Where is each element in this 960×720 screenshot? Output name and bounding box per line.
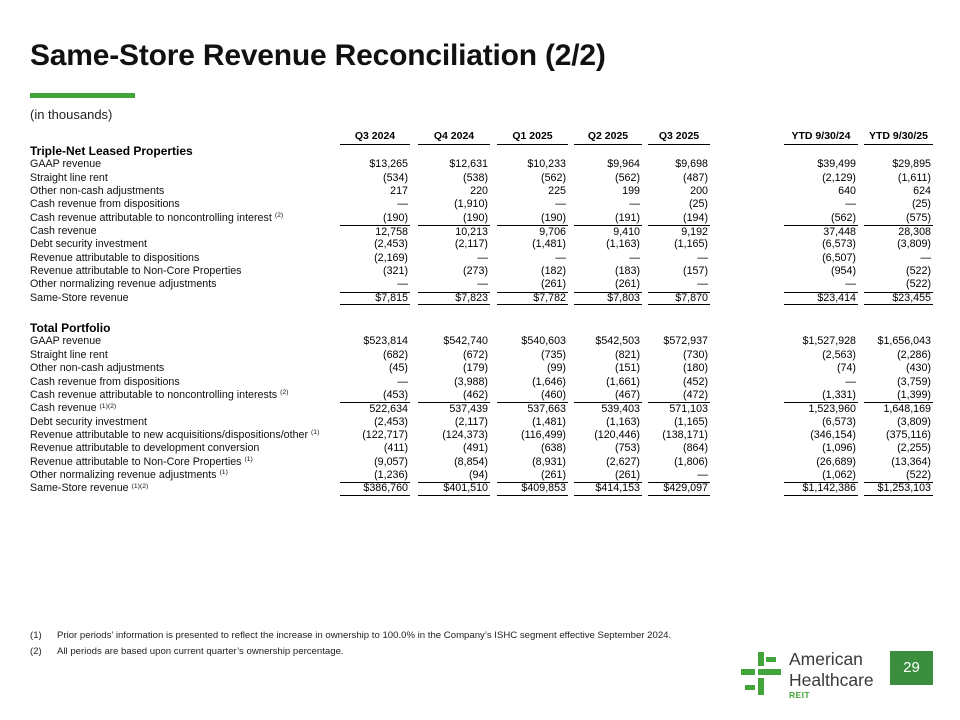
- row-label-text: Straight line rent: [30, 348, 108, 361]
- table-row: [0, 416, 960, 429]
- row-label-text: Other non-cash adjustments: [30, 362, 165, 375]
- value-cell: (138,171): [662, 428, 708, 441]
- value-cell: (2,117): [454, 415, 488, 428]
- value-cell: (753): [615, 442, 640, 455]
- table-row: [0, 402, 960, 415]
- value-cell: (472): [683, 388, 708, 401]
- table-row: [0, 362, 960, 375]
- table-row: [0, 198, 960, 211]
- value-cell: (3,809): [897, 415, 931, 428]
- row-label-text: GAAP revenue: [30, 158, 102, 171]
- value-cell: —: [845, 198, 856, 211]
- value-cell: $1,656,043: [877, 335, 931, 348]
- row-label: [30, 402, 116, 415]
- row-label: [30, 429, 319, 442]
- value-cell: (522): [906, 468, 931, 481]
- row-label-text: Cash revenue attributable to noncontrolling interests: [30, 388, 278, 401]
- logo-cross-segment: [758, 669, 781, 675]
- value-cell: (190): [383, 211, 408, 224]
- table-row: [0, 442, 960, 455]
- footnote-reference: (2): [280, 389, 289, 397]
- section-heading-row: [0, 145, 960, 158]
- value-cell: $13,265: [369, 158, 408, 171]
- reconciliation-table: [0, 129, 960, 496]
- value-cell: —: [845, 375, 856, 388]
- table-row: [0, 185, 960, 198]
- row-label-text: Revenue attributable to Non-Core Properties: [30, 455, 242, 468]
- value-cell: (462): [463, 388, 488, 401]
- value-cell: (122,717): [362, 428, 408, 441]
- value-cell: (453): [383, 388, 408, 401]
- row-label: [30, 238, 147, 251]
- value-cell: $542,503: [595, 335, 640, 348]
- value-cell: (321): [383, 265, 408, 278]
- footnote: [30, 628, 890, 644]
- value-cell: $12,631: [449, 158, 488, 171]
- value-cell: —: [555, 251, 566, 264]
- value-cell: $1,253,103: [864, 482, 933, 495]
- footnote-reference: (1)(2): [99, 402, 117, 410]
- value-cell: (638): [541, 442, 566, 455]
- value-cell: (261): [541, 468, 566, 481]
- value-cell: $386,760: [340, 482, 410, 495]
- value-cell: (2,255): [897, 442, 931, 455]
- value-cell: 9,410: [574, 225, 642, 238]
- footnote-text: All periods are based upon current quarter’s ownership percentage.: [57, 646, 344, 657]
- row-label: [30, 469, 228, 482]
- value-cell: (6,573): [822, 415, 856, 428]
- value-cell: 624: [913, 185, 931, 198]
- row-label-text: Cash revenue from dispositions: [30, 375, 180, 388]
- column-header: Q3 2024: [340, 129, 410, 145]
- value-cell: (1,646): [532, 375, 566, 388]
- table-row: [0, 252, 960, 265]
- page-number: 29: [890, 651, 933, 685]
- value-cell: (1,661): [606, 375, 640, 388]
- row-label-text: Debt security investment: [30, 415, 148, 428]
- row-label-text: Cash revenue attributable to noncontrolling interest: [30, 211, 272, 224]
- value-cell: $414,153: [574, 482, 642, 495]
- value-cell: (6,573): [822, 238, 856, 251]
- row-label: [30, 416, 147, 429]
- footnote-reference: (1): [244, 456, 253, 464]
- row-label-text: Other non-cash adjustments: [30, 185, 165, 198]
- value-cell: (180): [683, 362, 708, 375]
- column-header: YTD 9/30/24: [784, 129, 858, 145]
- value-cell: (8,931): [532, 455, 566, 468]
- value-cell: $7,782: [497, 292, 568, 305]
- value-cell: $1,142,386: [784, 482, 858, 495]
- value-cell: (3,759): [897, 375, 931, 388]
- footnote-reference: (1): [219, 469, 228, 477]
- table-section: [0, 145, 960, 305]
- value-cell: $429,097: [648, 482, 710, 495]
- row-label: [30, 158, 101, 171]
- row-label-text: Straight line rent: [30, 171, 108, 184]
- value-cell: (672): [463, 348, 488, 361]
- value-cell: (190): [463, 211, 488, 224]
- value-cell: (562): [541, 171, 566, 184]
- value-cell: (25): [911, 198, 931, 211]
- value-cell: (2,117): [454, 238, 488, 251]
- table-row: [0, 172, 960, 185]
- footnote-reference: (2): [274, 212, 284, 220]
- row-label-text: Debt security investment: [30, 238, 148, 251]
- value-cell: $9,964: [607, 158, 640, 171]
- row-label-text: GAAP revenue: [30, 335, 102, 348]
- value-cell: (2,129): [822, 171, 856, 184]
- value-cell: (375,116): [886, 428, 931, 441]
- value-cell: (562): [831, 211, 856, 224]
- value-cell: 225: [548, 185, 566, 198]
- value-cell: (26,689): [816, 455, 856, 468]
- value-cell: $7,870: [648, 292, 710, 305]
- value-cell: (2,453): [374, 415, 408, 428]
- value-cell: $39,499: [817, 158, 856, 171]
- value-cell: —: [397, 198, 408, 211]
- value-cell: 220: [470, 185, 488, 198]
- value-cell: —: [920, 251, 931, 264]
- value-cell: 10,213: [418, 225, 490, 238]
- row-label-text: Same-Store revenue: [30, 291, 129, 304]
- table-row: [0, 335, 960, 348]
- column-header: Q2 2025: [574, 129, 642, 145]
- value-cell: (9,057): [374, 455, 408, 468]
- value-cell: —: [629, 198, 640, 211]
- value-cell: —: [477, 251, 488, 264]
- logo-cross-segment: [745, 685, 755, 690]
- value-cell: 522,634: [340, 402, 410, 415]
- value-cell: (261): [615, 278, 640, 291]
- value-cell: (2,169): [374, 251, 408, 264]
- value-cell: 537,439: [418, 402, 490, 415]
- row-label-text: Same-Store revenue: [30, 482, 129, 495]
- value-cell: 200: [690, 185, 708, 198]
- row-label-text: Cash revenue: [30, 402, 97, 415]
- table-row: [0, 389, 960, 402]
- value-cell: —: [697, 468, 708, 481]
- value-cell: (8,854): [454, 455, 488, 468]
- value-cell: (273): [463, 265, 488, 278]
- row-label-text: Other normalizing revenue adjustments: [30, 278, 217, 291]
- row-label: [30, 198, 180, 211]
- value-cell: (562): [615, 171, 640, 184]
- value-cell: (1,910): [454, 198, 488, 211]
- value-cell: (575): [906, 211, 931, 224]
- value-cell: (2,563): [822, 348, 856, 361]
- row-label: [30, 389, 288, 402]
- value-cell: (99): [546, 362, 566, 375]
- logo-cross-segment: [758, 652, 764, 666]
- value-cell: (3,809): [897, 238, 931, 251]
- value-cell: (261): [615, 468, 640, 481]
- table-row: [0, 456, 960, 469]
- value-cell: (1,806): [674, 455, 708, 468]
- value-cell: (682): [383, 348, 408, 361]
- value-cell: (411): [383, 442, 408, 455]
- cross-icon: [741, 652, 781, 695]
- value-cell: (460): [541, 388, 566, 401]
- value-cell: 28,308: [864, 225, 933, 238]
- column-header: Q3 2025: [648, 129, 710, 145]
- value-cell: (487): [683, 171, 708, 184]
- table-row: [0, 238, 960, 251]
- value-cell: (182): [541, 265, 566, 278]
- value-cell: (954): [831, 265, 856, 278]
- table-body: [0, 145, 960, 496]
- table-header-row: [0, 129, 960, 145]
- column-header: YTD 9/30/25: [864, 129, 933, 145]
- footnote-reference: (1): [311, 429, 320, 437]
- value-cell: 12,758: [340, 225, 410, 238]
- value-cell: $7,803: [574, 292, 642, 305]
- row-label-text: Cash revenue: [30, 225, 97, 238]
- value-cell: $409,853: [497, 482, 568, 495]
- row-label-text: Revenue attributable to development conversion: [30, 442, 260, 455]
- value-cell: (821): [615, 348, 640, 361]
- table-row: [0, 278, 960, 291]
- row-label: [30, 252, 199, 265]
- value-cell: (94): [468, 468, 488, 481]
- table-row: [0, 376, 960, 389]
- value-cell: —: [555, 198, 566, 211]
- logo-cross-segment: [758, 678, 764, 695]
- value-cell: (430): [906, 362, 931, 375]
- value-cell: (2,286): [897, 348, 931, 361]
- logo-cross-segment: [766, 657, 776, 662]
- row-label: [30, 212, 283, 225]
- footnote-marker: (1): [30, 630, 42, 641]
- value-cell: 37,448: [784, 225, 858, 238]
- value-cell: —: [477, 278, 488, 291]
- value-cell: (190): [541, 211, 566, 224]
- value-cell: (467): [615, 388, 640, 401]
- table-row: [0, 349, 960, 362]
- value-cell: —: [697, 278, 708, 291]
- logo-text-american: American: [789, 649, 863, 669]
- value-cell: 640: [838, 185, 856, 198]
- section-heading: Total Portfolio: [30, 321, 111, 336]
- value-cell: 571,103: [648, 402, 710, 415]
- value-cell: (1,062): [822, 468, 856, 481]
- value-cell: (522): [906, 265, 931, 278]
- value-cell: (1,481): [532, 415, 566, 428]
- value-cell: (346,154): [810, 428, 856, 441]
- value-cell: 1,648,169: [864, 402, 933, 415]
- column-header: Q1 2025: [497, 129, 568, 145]
- value-cell: 1,523,960: [784, 402, 858, 415]
- value-cell: (1,236): [374, 468, 408, 481]
- value-cell: $523,814: [363, 335, 408, 348]
- value-cell: 539,403: [574, 402, 642, 415]
- value-cell: $29,895: [892, 158, 931, 171]
- row-label: [30, 292, 129, 305]
- section-heading-row: [0, 322, 960, 335]
- value-cell: —: [397, 375, 408, 388]
- value-cell: —: [397, 278, 408, 291]
- value-cell: —: [629, 251, 640, 264]
- value-cell: (730): [683, 348, 708, 361]
- section-heading: Triple-Net Leased Properties: [30, 144, 193, 158]
- value-cell: (116,499): [521, 428, 566, 441]
- value-cell: (1,096): [822, 442, 856, 455]
- row-label-text: Revenue attributable to Non-Core Properties: [30, 265, 242, 278]
- value-cell: (183): [615, 265, 640, 278]
- slide-title: Same-Store Revenue Reconciliation (2/2): [30, 39, 606, 72]
- table-row: [0, 158, 960, 171]
- value-cell: (491): [463, 442, 488, 455]
- units-note: (in thousands): [30, 107, 113, 122]
- value-cell: (194): [683, 211, 708, 224]
- row-label: [30, 185, 164, 198]
- value-cell: 9,192: [648, 225, 710, 238]
- value-cell: (1,399): [897, 388, 931, 401]
- row-label: [30, 265, 242, 278]
- value-cell: (261): [541, 278, 566, 291]
- table-row: [0, 482, 960, 495]
- value-cell: (13,364): [891, 455, 931, 468]
- value-cell: (1,163): [606, 415, 640, 428]
- value-cell: (157): [683, 265, 708, 278]
- row-label: [30, 482, 148, 495]
- value-cell: $10,233: [527, 158, 566, 171]
- value-cell: (191): [615, 211, 640, 224]
- column-header: Q4 2024: [418, 129, 490, 145]
- value-cell: (179): [463, 362, 488, 375]
- footnote-marker: (2): [30, 646, 42, 657]
- logo-cross-segment: [741, 669, 755, 675]
- value-cell: $7,815: [340, 292, 410, 305]
- row-label: [30, 442, 259, 455]
- row-label: [30, 362, 164, 375]
- table-row: [0, 265, 960, 278]
- value-cell: (1,331): [822, 388, 856, 401]
- value-cell: (452): [683, 375, 708, 388]
- row-label-text: Revenue attributable to new acquisitions/dispositions/other: [30, 428, 309, 441]
- value-cell: (735): [541, 348, 566, 361]
- value-cell: (1,611): [897, 171, 931, 184]
- value-cell: $1,527,928: [802, 335, 856, 348]
- value-cell: (3,988): [454, 375, 488, 388]
- row-label: [30, 278, 217, 291]
- table-section: [0, 322, 960, 495]
- row-label: [30, 225, 97, 238]
- value-cell: 217: [390, 185, 408, 198]
- value-cell: (74): [836, 362, 856, 375]
- value-cell: $540,603: [521, 335, 566, 348]
- value-cell: $23,414: [784, 292, 858, 305]
- value-cell: $542,740: [443, 335, 488, 348]
- row-label: [30, 376, 180, 389]
- row-label-text: Other normalizing revenue adjustments: [30, 468, 217, 481]
- row-label: [30, 172, 108, 185]
- row-label: [30, 456, 253, 469]
- value-cell: (538): [463, 171, 488, 184]
- footnote-text: Prior periods’ information is presented to reflect the increase in ownership to 100.0% in the Company’s ISHC segment effective September 2024.: [57, 630, 672, 641]
- value-cell: (864): [683, 442, 708, 455]
- table-row: [0, 212, 960, 225]
- table-row: [0, 292, 960, 305]
- value-cell: 199: [622, 185, 640, 198]
- value-cell: —: [697, 251, 708, 264]
- footnote-reference: (1)(2): [131, 482, 149, 490]
- value-cell: 9,706: [497, 225, 568, 238]
- row-label: [30, 335, 101, 348]
- value-cell: (2,453): [374, 238, 408, 251]
- logo-text-reit: REIT: [789, 690, 810, 700]
- value-cell: (151): [615, 362, 640, 375]
- value-cell: (45): [388, 362, 408, 375]
- value-cell: $7,823: [418, 292, 490, 305]
- table-row: [0, 225, 960, 238]
- value-cell: (124,373): [442, 428, 488, 441]
- title-accent-bar: [30, 93, 135, 98]
- table-row: [0, 429, 960, 442]
- table-row: [0, 469, 960, 482]
- logo-text-healthcare: Healthcare: [789, 670, 874, 690]
- value-cell: (1,481): [532, 238, 566, 251]
- value-cell: $401,510: [418, 482, 490, 495]
- value-cell: $572,937: [663, 335, 708, 348]
- row-label: [30, 349, 108, 362]
- value-cell: $9,698: [675, 158, 708, 171]
- value-cell: (1,165): [674, 415, 708, 428]
- value-cell: (534): [383, 171, 408, 184]
- value-cell: (522): [906, 278, 931, 291]
- value-cell: (6,507): [822, 251, 856, 264]
- row-label-text: Cash revenue from dispositions: [30, 198, 180, 211]
- value-cell: (2,627): [606, 455, 640, 468]
- value-cell: (25): [688, 198, 708, 211]
- value-cell: (120,446): [594, 428, 640, 441]
- value-cell: (1,165): [674, 238, 708, 251]
- value-cell: 537,663: [497, 402, 568, 415]
- value-cell: —: [845, 278, 856, 291]
- company-logo: [740, 648, 880, 704]
- value-cell: (1,163): [606, 238, 640, 251]
- value-cell: $23,455: [864, 292, 933, 305]
- row-label-text: Revenue attributable to dispositions: [30, 251, 200, 264]
